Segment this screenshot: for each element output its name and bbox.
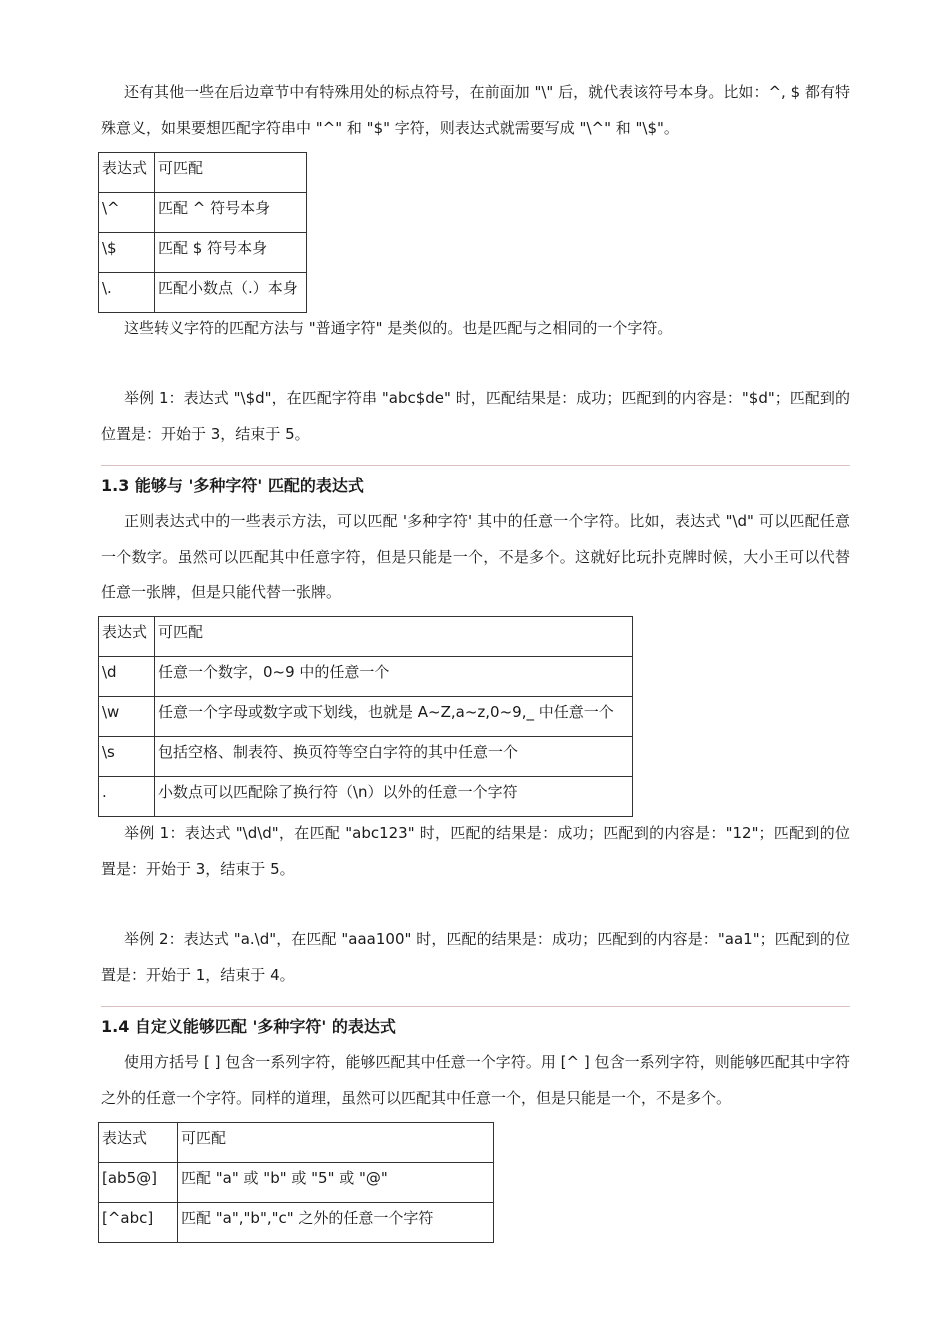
intro-paragraph: 还有其他一些在后边章节中有特殊用处的标点符号，在前面加 "\" 后，就代表该符号本身。比如：^, $ 都有特殊意义，如果要想匹配字符串中 "^" 和 "$" 字符，则表达式就需要写成 "\^" 和 "\$"。 bbox=[101, 83, 850, 137]
section-divider bbox=[101, 465, 850, 466]
table-header-row bbox=[99, 153, 307, 193]
section-heading: 1.3 能够与 '多种字符' 匹配的表达式 bbox=[101, 476, 364, 495]
table-row bbox=[99, 1163, 494, 1203]
table-row bbox=[99, 233, 307, 273]
section-paragraph: 使用方括号 [ ] 包含一系列字符，能够匹配其中任意一个字符。用 [^ ] 包含一系列字符，则能够匹配其中字符之外的任意一个字符。同样的道理，虽然可以匹配其中任意一个，但是只能是一个，不是多个。 bbox=[101, 1053, 850, 1107]
table-header-row bbox=[99, 1123, 494, 1163]
table-cell: \w bbox=[99, 697, 155, 737]
table-cell: \d bbox=[99, 657, 155, 697]
table-cell: [^abc] bbox=[99, 1203, 178, 1243]
escape-note: 这些转义字符的匹配方法与 "普通字符" 是类似的。也是匹配与之相同的一个字符。 bbox=[124, 319, 673, 337]
table-cell: 任意一个数字，0~9 中的任意一个 bbox=[155, 657, 633, 697]
section-paragraph: 正则表达式中的一些表示方法，可以匹配 '多种字符' 其中的任意一个字符。比如，表达式 "\d" 可以匹配任意一个数字。虽然可以匹配其中任意字符，但是只能是一个，不是多个。这就好比玩扑克牌时候，大小王可以代替任意一张牌，但是只能代替一张牌。 bbox=[101, 512, 850, 601]
table-cell: 任意一个字母或数字或下划线，也就是 A~Z,a~z,0~9,_ 中任意一个 bbox=[155, 697, 633, 737]
example-paragraph: 举例 1：表达式 "\d\d"，在匹配 "abc123" 时，匹配的结果是：成功；匹配到的内容是："12"；匹配到的位置是：开始于 3，结束于 5。 bbox=[101, 824, 850, 878]
table-header-row bbox=[99, 617, 633, 657]
table-header-cell: 表达式 bbox=[99, 1123, 178, 1163]
custom-set-table bbox=[98, 1122, 494, 1243]
table-row bbox=[99, 737, 633, 777]
table-row bbox=[99, 193, 307, 233]
table-row bbox=[99, 1203, 494, 1243]
multi-char-table bbox=[98, 616, 633, 817]
table-row bbox=[99, 273, 307, 313]
table-cell: 匹配小数点（.）本身 bbox=[155, 273, 307, 313]
table-cell: 小数点可以匹配除了换行符（\n）以外的任意一个字符 bbox=[155, 777, 633, 817]
example-paragraph: 举例 1：表达式 "\$d"，在匹配字符串 "abc$de" 时，匹配结果是：成功；匹配到的内容是："$d"；匹配到的位置是：开始于 3，结束于 5。 bbox=[101, 389, 850, 443]
table-cell: [ab5@] bbox=[99, 1163, 178, 1203]
table-row bbox=[99, 777, 633, 817]
escape-table bbox=[98, 152, 307, 313]
example-paragraph: 举例 2：表达式 "a.\d"，在匹配 "aaa100" 时，匹配的结果是：成功；匹配到的内容是："aa1"；匹配到的位置是：开始于 1，结束于 4。 bbox=[101, 930, 850, 984]
section-heading: 1.4 自定义能够匹配 '多种字符' 的表达式 bbox=[101, 1017, 396, 1036]
table-cell: 匹配 ^ 符号本身 bbox=[155, 193, 307, 233]
table-cell: 匹配 "a","b","c" 之外的任意一个字符 bbox=[178, 1203, 494, 1243]
table-cell: \s bbox=[99, 737, 155, 777]
section-divider bbox=[101, 1006, 850, 1007]
table-header-cell: 可匹配 bbox=[155, 153, 307, 193]
table-cell: \. bbox=[99, 273, 155, 313]
table-header-cell: 表达式 bbox=[99, 617, 155, 657]
table-row bbox=[99, 697, 633, 737]
table-row bbox=[99, 657, 633, 697]
table-cell: 匹配 "a" 或 "b" 或 "5" 或 "@" bbox=[178, 1163, 494, 1203]
table-header-cell: 表达式 bbox=[99, 153, 155, 193]
table-cell: 匹配 $ 符号本身 bbox=[155, 233, 307, 273]
table-header-cell: 可匹配 bbox=[178, 1123, 494, 1163]
table-header-cell: 可匹配 bbox=[155, 617, 633, 657]
table-cell: 包括空格、制表符、换页符等空白字符的其中任意一个 bbox=[155, 737, 633, 777]
table-cell: \$ bbox=[99, 233, 155, 273]
table-cell: \^ bbox=[99, 193, 155, 233]
table-cell: . bbox=[99, 777, 155, 817]
